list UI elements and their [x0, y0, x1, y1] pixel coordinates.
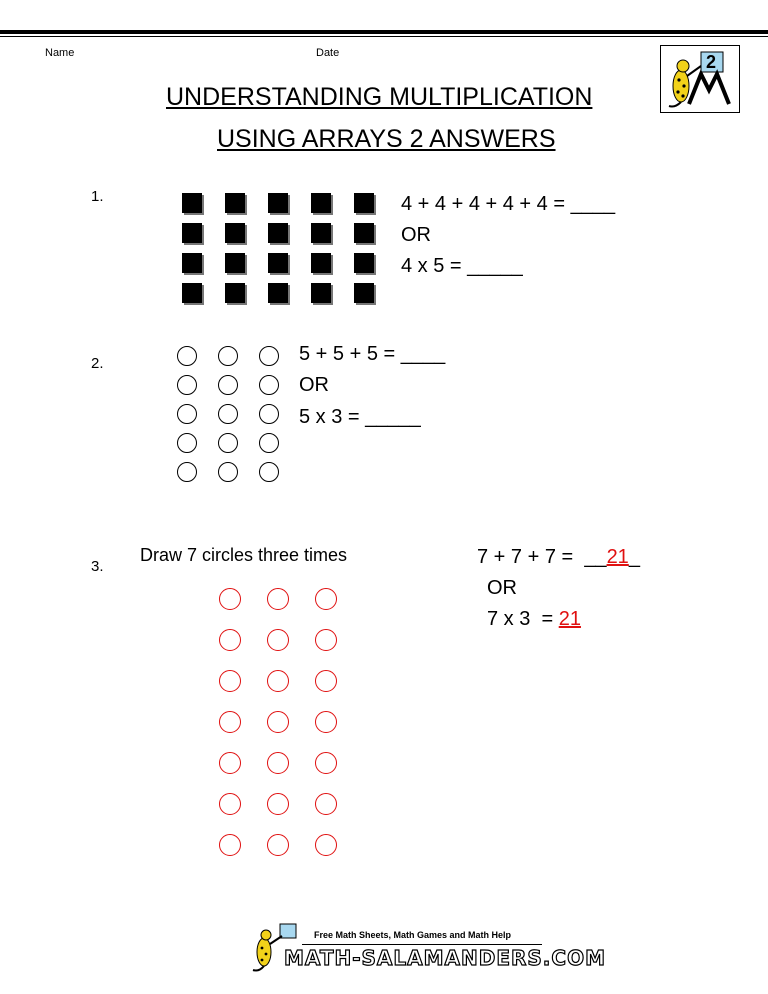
- q3-answer-circle-array: [219, 588, 337, 856]
- array-square: [311, 283, 331, 303]
- q3-equation-1: [477, 541, 640, 573]
- array-circle: [218, 462, 238, 482]
- array-square: [354, 283, 374, 303]
- q1-equation-1: 4 + 4 + 4 + 4 + 4 = ____: [401, 193, 616, 215]
- name-label: Name: [45, 47, 75, 59]
- answer-circle: [267, 670, 289, 692]
- answer-circle: [219, 793, 241, 815]
- array-circle: [259, 404, 279, 424]
- answer-circle: [219, 752, 241, 774]
- q1-or: OR: [401, 224, 431, 246]
- title-line-1: UNDERSTANDING MULTIPLICATION: [166, 83, 593, 111]
- array-circle: [218, 375, 238, 395]
- q3-equation-2: [487, 603, 581, 635]
- answer-circle: [219, 670, 241, 692]
- q2-number: 2.: [91, 355, 104, 372]
- array-square: [268, 283, 288, 303]
- answer-circle: [315, 629, 337, 651]
- footer-tagline: Free Math Sheets, Math Games and Math Help: [314, 930, 512, 940]
- answer-circle: [315, 752, 337, 774]
- q3-instruction: Draw 7 circles three times: [140, 545, 348, 565]
- answer-circle: [219, 834, 241, 856]
- answer-circle: [219, 711, 241, 733]
- q2-equation-1: 5 + 5 + 5 = ____: [299, 343, 446, 365]
- array-square: [182, 253, 202, 273]
- array-square: [268, 223, 288, 243]
- q3-eq1-answer: 21: [606, 546, 629, 568]
- array-square: [225, 283, 245, 303]
- answer-circle: [315, 834, 337, 856]
- q3-eq2-prefix: 7 x 3 =: [487, 608, 559, 630]
- q1-equation-2: 4 x 5 = _____: [401, 255, 523, 277]
- footer-rule: [302, 944, 542, 945]
- array-square: [225, 223, 245, 243]
- answer-circle: [267, 588, 289, 610]
- answer-circle: [267, 629, 289, 651]
- top-rule: [0, 30, 768, 34]
- q3-number: 3.: [91, 558, 104, 575]
- answer-circle: [315, 670, 337, 692]
- answer-circle: [267, 752, 289, 774]
- array-square: [311, 253, 331, 273]
- array-square: [311, 193, 331, 213]
- array-circle: [259, 433, 279, 453]
- q3-eq1-blank-right: _: [628, 546, 640, 568]
- q2-equation-2: 5 x 3 = _____: [299, 406, 421, 428]
- array-square: [354, 253, 374, 273]
- array-circle: [177, 433, 197, 453]
- q3-eq1-blank-left: __: [584, 546, 607, 568]
- array-circle: [177, 346, 197, 366]
- array-circle: [177, 462, 197, 482]
- array-square: [354, 223, 374, 243]
- salamander-logo-icon: [661, 46, 739, 112]
- array-circle: [218, 404, 238, 424]
- q1-number: 1.: [91, 188, 104, 205]
- q2-circle-array: [177, 346, 281, 482]
- date-label: Date: [316, 47, 340, 59]
- grade-badge: 2: [706, 52, 717, 72]
- answer-circle: [315, 793, 337, 815]
- q1-square-array: [182, 193, 374, 303]
- array-circle: [259, 375, 279, 395]
- array-square: [225, 193, 245, 213]
- answer-circle: [315, 711, 337, 733]
- answer-circle: [267, 834, 289, 856]
- top-rule-thin: [0, 36, 768, 37]
- array-square: [268, 253, 288, 273]
- answer-circle: [267, 711, 289, 733]
- array-square: [225, 253, 245, 273]
- title-line-2: USING ARRAYS 2 ANSWERS: [217, 125, 556, 153]
- q3-eq2-answer: 21: [558, 608, 581, 630]
- logo-box: [660, 45, 740, 113]
- array-circle: [259, 346, 279, 366]
- q2-or: OR: [299, 374, 329, 396]
- array-square: [182, 223, 202, 243]
- answer-circle: [267, 793, 289, 815]
- array-circle: [177, 375, 197, 395]
- q3-eq1-prefix: 7 + 7 + 7 =: [477, 546, 585, 568]
- array-square: [182, 193, 202, 213]
- answer-circle: [219, 629, 241, 651]
- array-square: [311, 223, 331, 243]
- array-square: [268, 193, 288, 213]
- array-circle: [218, 346, 238, 366]
- answer-circle: [315, 588, 337, 610]
- answer-circle: [219, 588, 241, 610]
- array-circle: [259, 462, 279, 482]
- array-circle: [218, 433, 238, 453]
- array-square: [182, 283, 202, 303]
- footer-brand: MATH-SALAMANDERS.COM: [284, 946, 606, 970]
- array-circle: [177, 404, 197, 424]
- q3-or: OR: [487, 577, 517, 599]
- array-square: [354, 193, 374, 213]
